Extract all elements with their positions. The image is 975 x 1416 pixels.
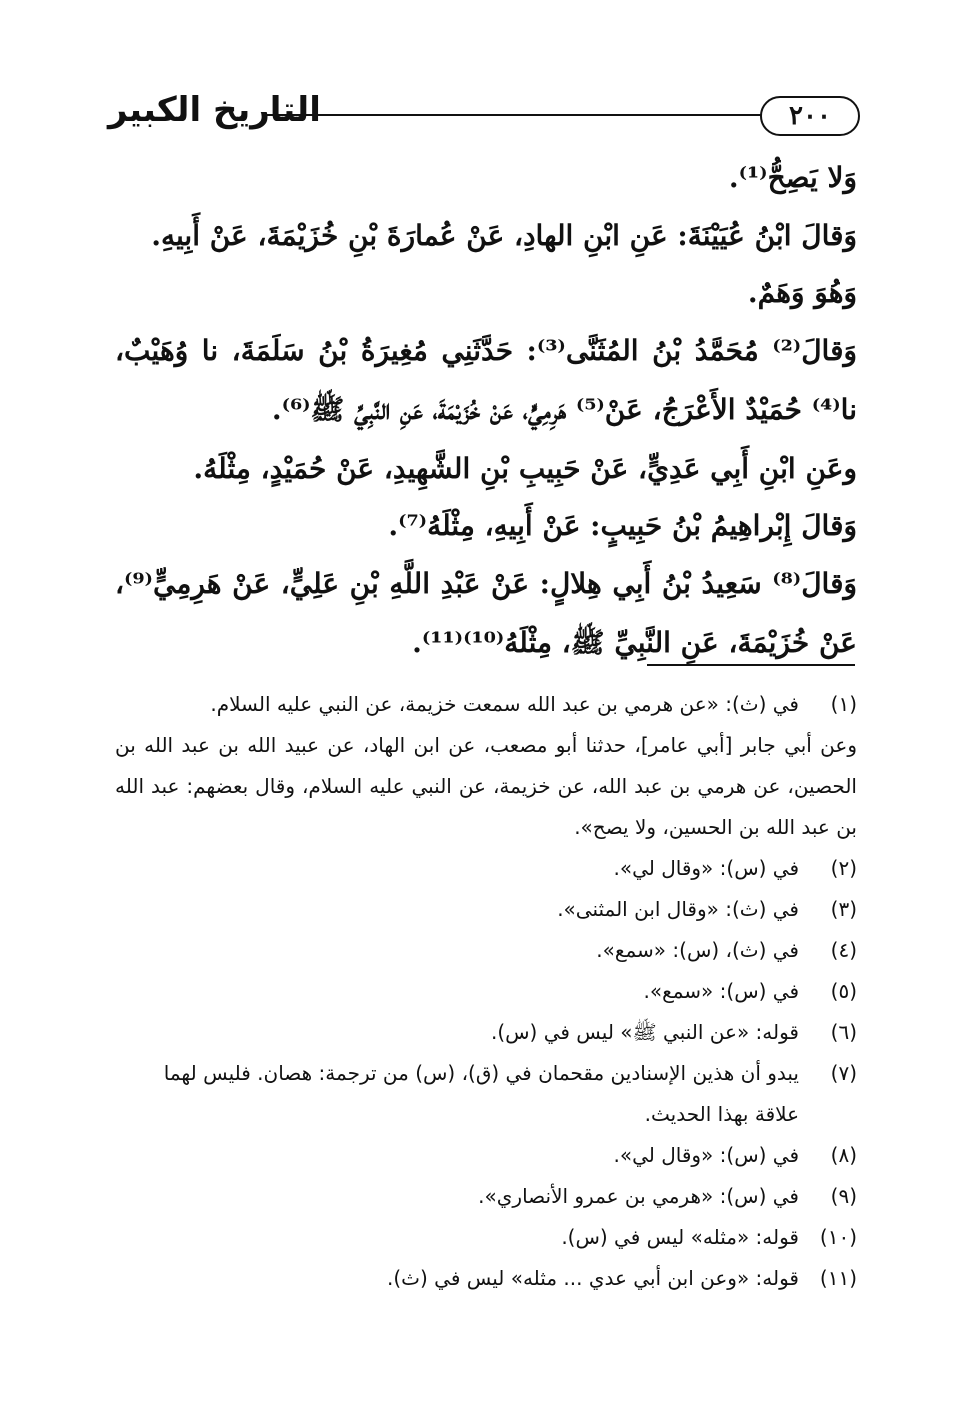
- footnote-number: (٢): [830, 856, 857, 880]
- footnote-text: في (س): «هرمي بن عمرو الأنصاري».: [478, 1184, 799, 1208]
- footnote-number: (١١): [819, 1266, 857, 1290]
- footnote: [115, 889, 857, 930]
- footnote: [115, 1217, 857, 1258]
- footnote-text: قوله: «عن النبي ﷺ» ليس في (س).: [490, 1020, 799, 1044]
- footnote-text: قوله: «وعن ابن أبي عدي ... مثله» ليس في (ث).: [387, 1266, 799, 1290]
- footnote: [115, 1053, 857, 1135]
- footnotes: [115, 684, 857, 1299]
- footnote-number: (٣): [830, 897, 857, 921]
- footnote: [115, 1135, 857, 1176]
- footnote-text: في (ث): «وقال ابن المثنى».: [557, 897, 799, 921]
- footnote: [115, 971, 857, 1012]
- footnote-text: في (س): «سمع».: [643, 979, 799, 1003]
- footnote-number: (٦): [830, 1020, 857, 1044]
- footnote-number: (١٠): [819, 1225, 857, 1249]
- page-number: ٢٠٠: [760, 96, 860, 136]
- footnote-text: في (ث): «عن هرمي بن عبد الله سمعت خزيمة، عن النبي عليه السلام.: [210, 692, 799, 716]
- main-paragraph: وَلا يَصِحُّ⁽¹⁾.: [728, 161, 857, 194]
- page-header: [108, 92, 860, 142]
- footnote-number: (١): [830, 692, 857, 716]
- header-rule: [266, 114, 762, 116]
- main-paragraph: وعَنِ ابْنِ أَبِي عَدِيٍّ، عَنْ حَبِيبِ بْنِ الشَّهِيدِ، عَنْ حُمَيْدٍ، مِثْلَهُ.: [193, 452, 857, 485]
- book-title: التاريخ الكبير: [108, 90, 321, 130]
- footnote: [115, 848, 857, 889]
- footnote-text: في (س): «وقال لي».: [613, 856, 799, 880]
- main-paragraph: وَقالَ ابْنُ عُيَيْنَةَ: عَنِ ابْنِ الهادِ، عَنْ عُمارَةَ بْنِ خُزَيْمَةَ، عَنْ أَبِيهِ.: [151, 219, 857, 252]
- footnote-number: (٨): [830, 1143, 857, 1167]
- footnote: [115, 684, 857, 725]
- footnote-text: في (س): «وقال لي».: [613, 1143, 799, 1167]
- main-paragraph: وَقالَ⁽⁸⁾ سَعِيدُ بْنُ أَبِي هِلالٍ: عَنْ عَبْدِ اللَّهِ بْنِ عَلِيٍّ، عَنْ هَرِمِيٍّ⁽⁹⁾، عَنْ خُزَيْمَةَ، عَنِ النَّبِيِّ ﷺ، مِثْلَهُ⁽¹⁰⁾⁽¹¹⁾.: [115, 567, 857, 659]
- footnote-number: (٤): [830, 938, 857, 962]
- main-text: [115, 150, 857, 672]
- footnote-text: قوله: «مثله» ليس في (س).: [561, 1225, 799, 1249]
- footnote: [115, 930, 857, 971]
- footnote-number: (٩): [830, 1184, 857, 1208]
- footnote: [115, 1012, 857, 1053]
- footnote-number: (٧): [830, 1061, 857, 1085]
- footnote-number: (٥): [830, 979, 857, 1003]
- footnote-separator: [647, 664, 855, 666]
- footnote: [115, 1258, 857, 1299]
- footnote-text: في (ث)، (س): «سمع».: [596, 938, 799, 962]
- footnote: [115, 1176, 857, 1217]
- footnote-text: يبدو أن هذين الإسنادين مقحمان في (ق)، (س) من ترجمة: هصان. فليس لهما علاقة بهذا الحديث.: [163, 1061, 799, 1126]
- footnote-continuation: وعن أبي جابر [أبي عامر]، حدثنا أبو مصعب، عن ابن الهاد، عن عبيد الله بن عبد الله بن الحصين، عن هرمي بن عبد الله، عن خزيمة، عن النبي عليه السلام، وقال بعضهم: عبد الله بن عبد الله بن الحسين، ولا يصح».: [115, 733, 857, 839]
- main-paragraph: وَقالَ إِبْراهِيمُ بْنُ حَبِيبٍ: عَنْ أَبِيهِ، مِثْلَهُ⁽⁷⁾.: [388, 509, 857, 542]
- main-paragraph: وَقالَ⁽²⁾ مُحَمَّدُ بْنُ المُثَنَّى⁽³⁾: حَدَّثَنِي مُغِيرَةُ بْنُ سَلَمَةَ، نا وُهَيْبٌ، نا⁽⁴⁾ حُمَيْدٌ الأَعْرَجُ، عَنْ⁽⁵⁾ هَرِمِيٍّ، عَنْ خُزَيْمَةَ، عَنِ النَّبِيِّ ﷺ⁽⁶⁾.: [115, 334, 857, 426]
- main-paragraph: وَهُوَ وَهَمٌ.: [747, 276, 857, 309]
